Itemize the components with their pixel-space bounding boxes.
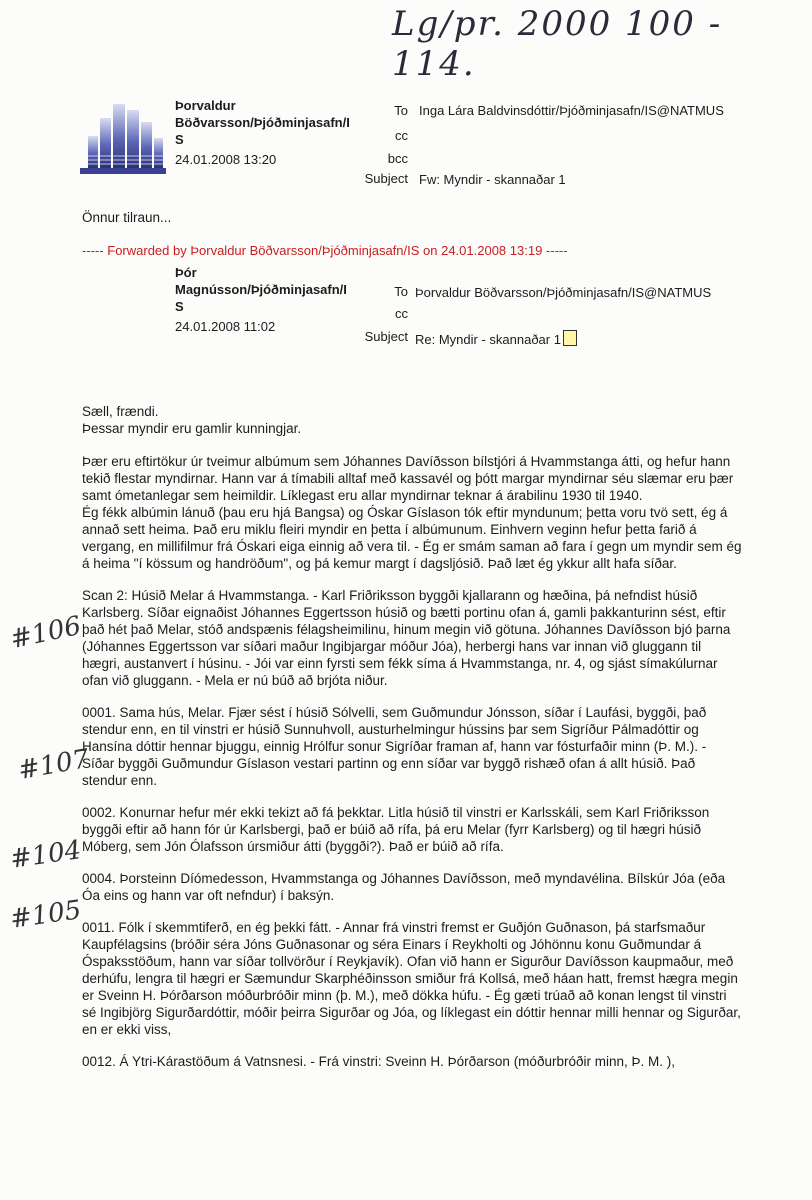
attachment-icon[interactable] [563, 330, 577, 346]
sent-date: 24.01.2008 13:20 [175, 152, 277, 167]
cc-label: cc [395, 128, 408, 143]
margin-note: #104 [8, 835, 84, 875]
original-subject: Re: Myndir - skannaðar 1 [415, 330, 577, 347]
original-cc-label: cc [395, 306, 408, 321]
original-sender-name: Þór Magnússon/Þjóðminjasafn/I S [175, 265, 347, 314]
paragraph: 0012. Á Ytri-Kárastöðum á Vatnsnesi. - Frá vinstri: Sveinn H. Þórðarson (móðurbróðir minn, Þ. M. ), [82, 1054, 675, 1069]
handwritten-reference: Lg/pr. 2000 100 - 114. [392, 4, 723, 84]
margin-note: #106 [7, 610, 84, 656]
to-label: To [394, 103, 408, 118]
subject-label: Subject [364, 171, 408, 186]
building-logo-icon [80, 96, 166, 181]
paragraph: Þessar myndir eru gamlir kunningjar. [82, 421, 302, 436]
original-to-label: To [394, 284, 408, 299]
subject-text: Fw: Myndir - skannaðar 1 [419, 172, 566, 187]
original-to-recipient: Þorvaldur Böðvarsson/Þjóðminjasafn/IS@NATMUS [415, 285, 712, 300]
intro-text: Önnur tilraun... [82, 210, 172, 225]
paragraph: Ég fékk albúmin lánuð (þau eru hjá Bangsa) og Óskar Gíslason tók eftir myndunum; þetta voru tvö sett, ég á annað sett heima. Það eru miklu fleiri myndir en þetta í albúmunum. Einhvern veginn hefur þetta farið á vergang, en millifilmur frá Óskari eiga einnig að vera til. - Ég er smám saman að fara í gegn um myndir sem ég á heima "í kössum og handröðum", og þá kemur margt í dagsljósið. Það læt ég ykkur allt hafa síðar. [82, 505, 742, 571]
margin-note: #107 [15, 744, 92, 786]
original-sent-date: 24.01.2008 11:02 [175, 319, 276, 334]
sender-name: Þorvaldur Böðvarsson/Þjóðminjasafn/I S [175, 98, 350, 147]
paragraph: 0011. Fólk í skemmtiferð, en ég þekki fátt. - Annar frá vinstri fremst er Guðjón Guðnason, þá starfsmaður Kaupfélagsins (bróðir séra Jóns Guðnasonar og séra Einars í Reykholti og Jóhönnu konu Guðmundar á Óspaksstöðum, hann var síðar tollvörður í Reykjavík). Ofan við hann er Sigurður Davíðsson kaupmaður, með derhúfu, lengra til hægri er Sæmundur Skarphéðinsson smiður frá Kollsá, með háan hatt, fremst hægra megin er Sveinn H. Þórðarson móðurbróðir minn (þ. M.), með dökka húfu. - Ég gæti trúað að konan lengst til vinstri sé Ingibjörg Sigurðardóttir, móðir þeirra Sigurðar og Jóa, og líklegast ein dóttir hennar milli hennar og Sigurðar, en er ekki viss, [82, 920, 741, 1037]
margin-note: #105 [8, 895, 84, 935]
forwarded-line: ----- Forwarded by Þorvaldur Böðvarsson/Þjóðminjasafn/IS on 24.01.2008 13:19 ----- [82, 243, 568, 258]
paragraph: 0002. Konurnar hefur mér ekki tekizt að fá þekktar. Litla húsið til vinstri er Karlsskáli, sem Karl Friðriksson byggði eftir að hann fór úr Karlsbergi, það er búið að rífa, þá eru Melar (fyrr Karlsberg) og til hægri húsið Móberg, sem Jón Ólafsson úrsmiður átti (byggði?). Það er búið að rífa. [82, 805, 710, 854]
paragraph: Scan 2: Húsið Melar á Hvammstanga. - Karl Friðriksson byggði kjallarann og hæðina, þá nefndist húsið Karlsberg. Síðar eignaðist Jóhannes Eggertsson húsið og bætti portinu ofan á, gamli þakkanturinn sést, eftir það hét það Melar, stóð andspænis félagsheimilinu, hinum megin við götuna. Jóhannes Davíðsson bjó þarna (Jóhannes Eggertsson var síðari maður Ingibjargar móður Jóa), herbergi hans var innan við gluggann til hægri, austanvert í húsinu. - Jói var einn fyrsti sem fékk síma á Hvammstanga, nr. 4, og sjást símakúlurnar ofan við gluggann. - Mela er nú búð að brjóta niður. [82, 588, 731, 688]
greeting: Sæll, frændi. [82, 404, 159, 419]
original-subject-label: Subject [364, 329, 408, 344]
paragraph: Þær eru eftirtökur úr tveimur albúmum sem Jóhannes Davíðsson bílstjóri á Hvammstanga átti, og hefur hann tekið flestar myndirnar. Hann var á tímabili alltaf með kassavél og þótt margar myndirnar séu slæmar eru þær samt ómetanlegar sem heimildir. Líklegast eru allar myndirnar teknar á árabilinu 1930 til 1940. [82, 454, 734, 503]
bcc-label: bcc [387, 151, 408, 166]
paragraph: 0001. Sama hús, Melar. Fjær sést í húsið Sólvelli, sem Guðmundur Jónsson, síðar í Laufási, byggði, það stendur enn, en til vinstri er húsið Sunnuhvoll, austurhelmingur hússins þar sem Sigríður Pálmadóttir og Hansína dóttir hennar bjuggu, einnig Hrólfur sonur Sigríðar framan af, hann var fósturfaðir minn (Þ. M.). - Síðar byggði Guðmundur Gíslason vestari partinn og enn síðar var byggð rishæð ofan á allt húsið. Það stendur enn. [82, 705, 707, 788]
paragraph: 0004. Þorsteinn Díómedesson, Hvammstanga og Jóhannes Davíðsson, með myndavélina. Bílskúr Jóa (eða Óa eins og hann var oft nefndur) í baksýn. [82, 871, 726, 903]
email-body [82, 403, 742, 1070]
to-recipient: Inga Lára Baldvinsdóttir/Þjóðminjasafn/IS@NATMUS [419, 103, 724, 118]
